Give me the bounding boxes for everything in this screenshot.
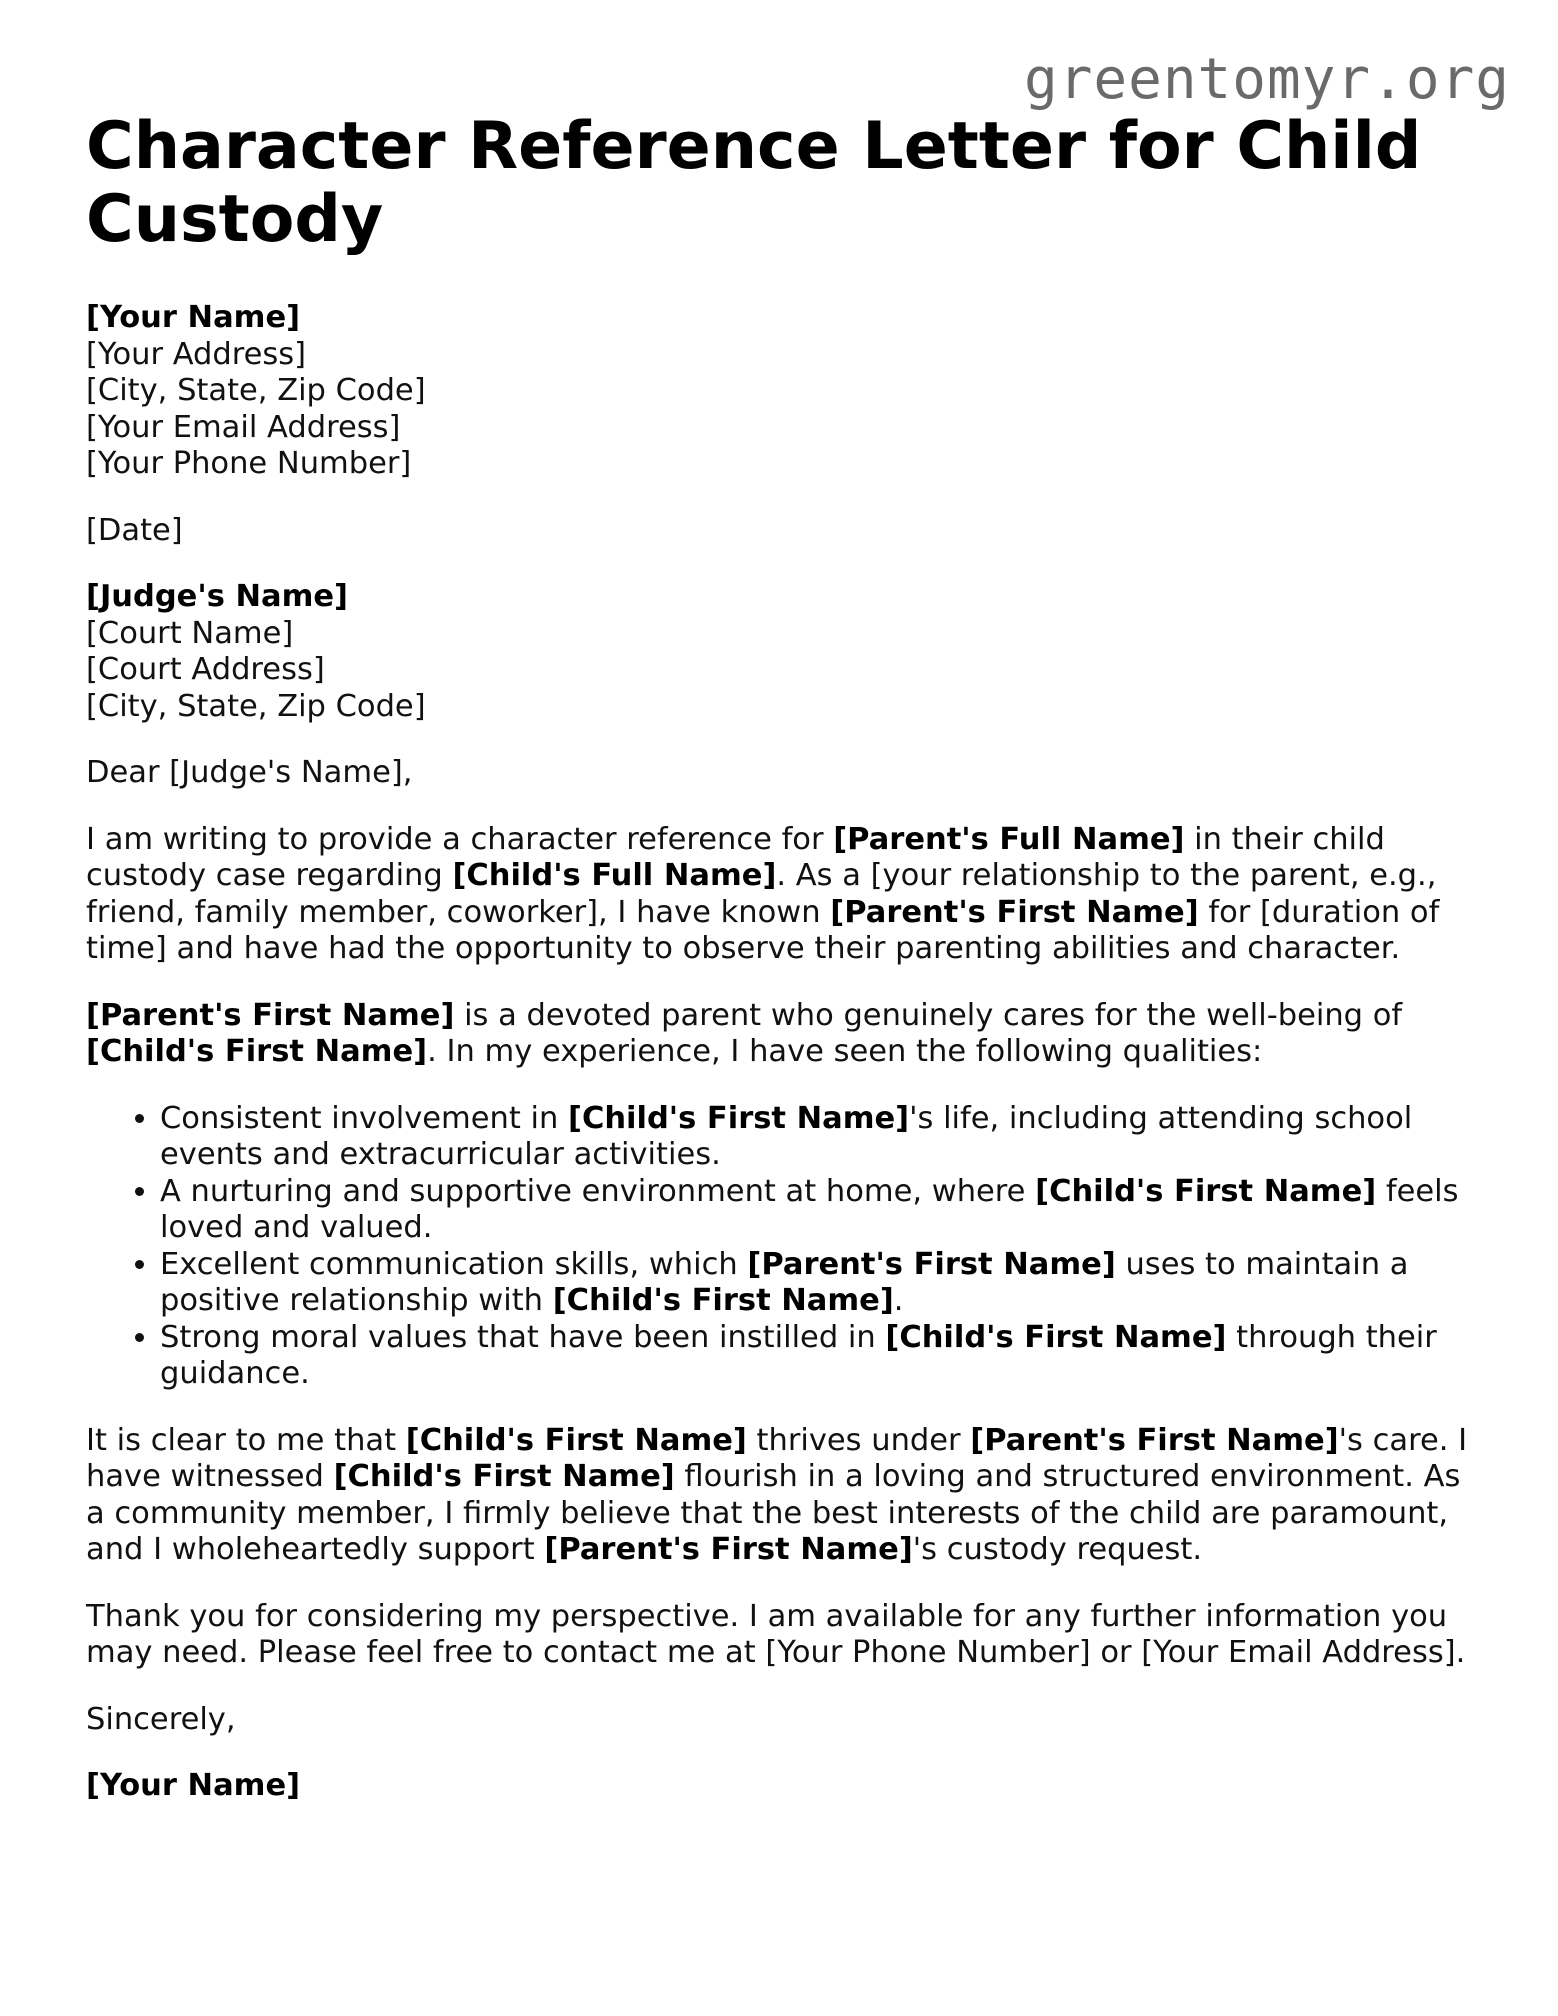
signature: [Your Name] — [86, 1768, 301, 1803]
sender-address: [Your Address] — [86, 336, 307, 372]
letter-body — [86, 300, 1476, 1805]
paragraph-thanks: Thank you for considering my perspective. I am available for any further information you may need. Please feel free to contact me at [Your Phone Number] or [Your Email Address]. — [86, 1598, 1466, 1670]
paragraph-support: It is clear to me that [Child's First Name] thrives under [Parent's First Name]'s care. I have witnessed [Child's First Name] flourish in a loving and structured environment. As a community member, I firmly believe that the best interests of the child are paramount, and I wholeheartedly support [Parent's First Name]'s custody request. — [86, 1422, 1468, 1567]
paragraph-intro: I am writing to provide a character reference for [Parent's Full Name] in their child custody case regarding [Child's Full Name]. As a [your relationship to the parent, e.g., friend, family member, coworker], I have known [Parent's First Name] for [duration of time] and have had the opportunity to observe their parenting abilities and character. — [86, 821, 1440, 966]
letter-page — [86, 110, 1476, 1835]
list-item: • Strong moral values that have been instilled in [Child's First Name] through their guidance. — [160, 1320, 1476, 1393]
sender-email: [Your Email Address] — [86, 409, 401, 445]
closing: Sincerely, — [86, 1701, 236, 1737]
list-item: • A nurturing and supportive environment at home, where [Child's First Name] feels loved and valued. — [160, 1174, 1476, 1247]
sender-city-state-zip: [City, State, Zip Code] — [86, 373, 426, 408]
page-title: Character Reference Letter for Child Custody — [86, 109, 1422, 257]
judge-name: [Judge's Name] — [86, 579, 348, 614]
sender-block — [86, 300, 1476, 483]
recipient-block — [86, 579, 1476, 725]
court-address: [Court Address] — [86, 652, 325, 687]
sender-name: [Your Name] — [86, 300, 301, 335]
qualities-list — [86, 1101, 1476, 1393]
court-city-state-zip: [City, State, Zip Code] — [86, 688, 426, 724]
list-item: • Excellent communication skills, which [Parent's First Name] uses to maintain a positive relationship with [Child's First Name]. — [160, 1247, 1476, 1320]
date-block — [86, 513, 1476, 550]
sender-phone: [Your Phone Number] — [86, 446, 412, 481]
letter-date: [Date] — [86, 512, 183, 548]
court-name: [Court Name] — [86, 615, 294, 651]
watermark: greentomyr.org — [1023, 47, 1510, 112]
list-item: • Consistent involvement in [Child's First Name]'s life, including attending school events and extracurricular activities. — [160, 1101, 1476, 1174]
salutation: Dear [Judge's Name], — [86, 755, 413, 790]
paragraph-qualities-intro: [Parent's First Name] is a devoted parent who genuinely cares for the well-being of [Child's First Name]. In my experience, I have seen the following qualities: — [86, 997, 1403, 1069]
